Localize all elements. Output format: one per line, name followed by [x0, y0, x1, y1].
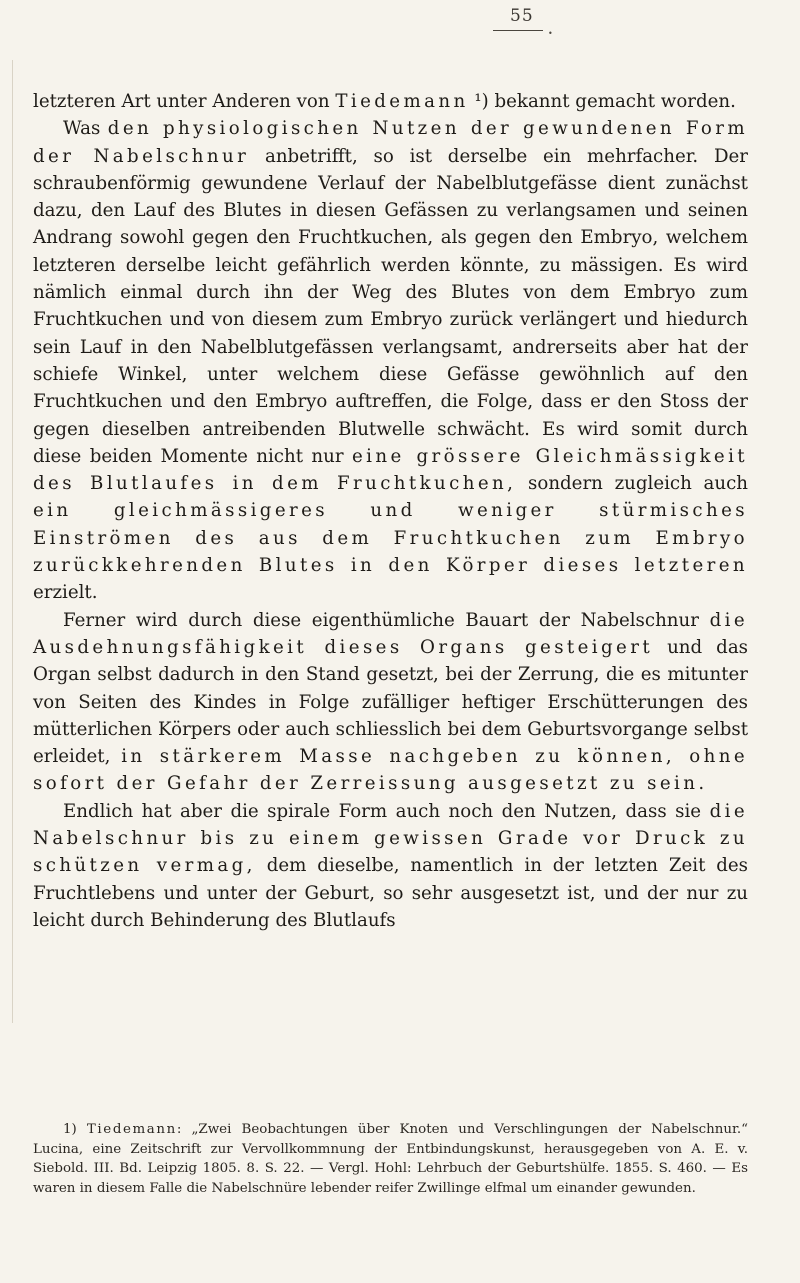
paragraph — [33, 607, 748, 798]
paragraph — [33, 88, 748, 115]
header-mark: • — [548, 29, 553, 38]
text-run: Endlich hat aber die spirale Form auch noch den Nutzen, dass sie — [63, 800, 710, 822]
text-run: erzielt. — [33, 582, 98, 604]
page-edge-shadow — [12, 60, 13, 1023]
footnote-marker: 1) — [63, 1122, 77, 1137]
spaced-emphasis-text: die Ausdehnungsfähigkeit dieses Organs gesteigert — [33, 609, 748, 658]
paragraph — [33, 115, 748, 606]
spaced-emphasis-text: in stärkerem Masse nachgeben zu können, ohne sofort der Gefahr der Zerreissung ausgesetzt zu sein. — [33, 746, 748, 795]
footnotes — [33, 1120, 748, 1198]
text-run: sondern zugleich auch — [516, 473, 748, 495]
footnote-author: Tiedemann — [86, 1122, 177, 1137]
text-run: Ferner wird durch diese eigenthümliche Bauart der Nabelschnur — [63, 609, 710, 631]
text-run: dem dieselbe, namentlich in der letzten Zeit des Fruchtlebens und unter der Geburt, so sehr ausgesetzt ist, und der nur zu leicht durch Behinderung des Blutlaufs — [33, 855, 748, 931]
text-run: ¹) bekannt gemacht worden. — [468, 91, 736, 112]
spaced-emphasis-text: den physiologischen Nutzen der gewundenen Form der Nabelschnur — [33, 118, 748, 167]
text-run: und das Organ selbst dadurch in den Stand gesetzt, bei der Zerrung, die es mitunter von Seiten des Kindes in Folge zufälliger heftiger Erschütterungen des mütterlichen Körpers oder auch schliesslich bei dem Geburtsvorgange selbst erleidet, — [33, 636, 749, 768]
spaced-emphasis-text: ein gleichmässigeres und weniger stürmisches Einströmen des aus dem Fruchtkuchen zum Embryo zurückkehrenden Blutes in den Körper dieses letzteren — [33, 500, 748, 577]
text-run: anbetrifft, so ist derselbe ein mehrfacher. Der schraubenförmig gewundene Verlauf der Nabelblutgefässe dient zunächst dazu, den Lauf des Blutes in diesen Gefässen zu verlangsamen und seinen Andrang sowohl gegen den Fruchtkuchen, als gegen den Embryo, welchem letzteren derselbe leicht gefährlich werden könnte, zu mässigen. Es wird nämlich einmal durch ihn der Weg des Blutes von dem Embryo zum Fruchtkuchen und von diesem zum Embryo zurück verlängert und hiedurch sein Lauf in den Nabelblutgefässen verlangsamt, andrerseits aber hat der schiefe Winkel, unter welchem diese Gefässe gewöhnlich auf den Fruchtkuchen und den Embryo auftreffen, die Folge, dass er den Stoss der gegen dieselben antreibenden Blutwelle schwächt. Es wird somit durch diese beiden Momente nicht nur — [33, 145, 748, 467]
page-number: 55 — [510, 6, 534, 26]
header-rule — [493, 30, 543, 31]
spaced-emphasis-text: eine grössere Gleichmässigkeit des Blutlaufes in dem Fruchtkuchen, — [33, 445, 749, 495]
footnote-text: : „Zwei Beobachtungen über Knoten und Verschlingungen der Nabelschnur.“ Lucina, eine Zeitschrift zur Vervollkommnung der Entbindungskunst, herausgegeben von A. E. v. Siebold. III. Bd. Leipzig 1805. 8. S. 22. — Vergl. Hohl: Lehrbuch der Geburtshülfe. 1855. S. 460. — Es waren in diesem Falle die Nabelschnüre lebender reifer Zwillinge elfmal um einander gewunden. — [33, 1122, 748, 1196]
page-header — [0, 4, 800, 44]
spaced-emphasis-text: Tiedemann — [335, 91, 469, 112]
text-run: letzteren Art unter Anderen von — [33, 91, 336, 112]
text-run: Was — [63, 118, 108, 140]
spaced-emphasis-text: die Nabelschnur bis zu einem gewissen Grade vor Druck zu schützen vermag, — [33, 800, 748, 877]
body-text — [33, 88, 748, 934]
paragraph — [33, 798, 748, 934]
footnote — [33, 1120, 748, 1198]
